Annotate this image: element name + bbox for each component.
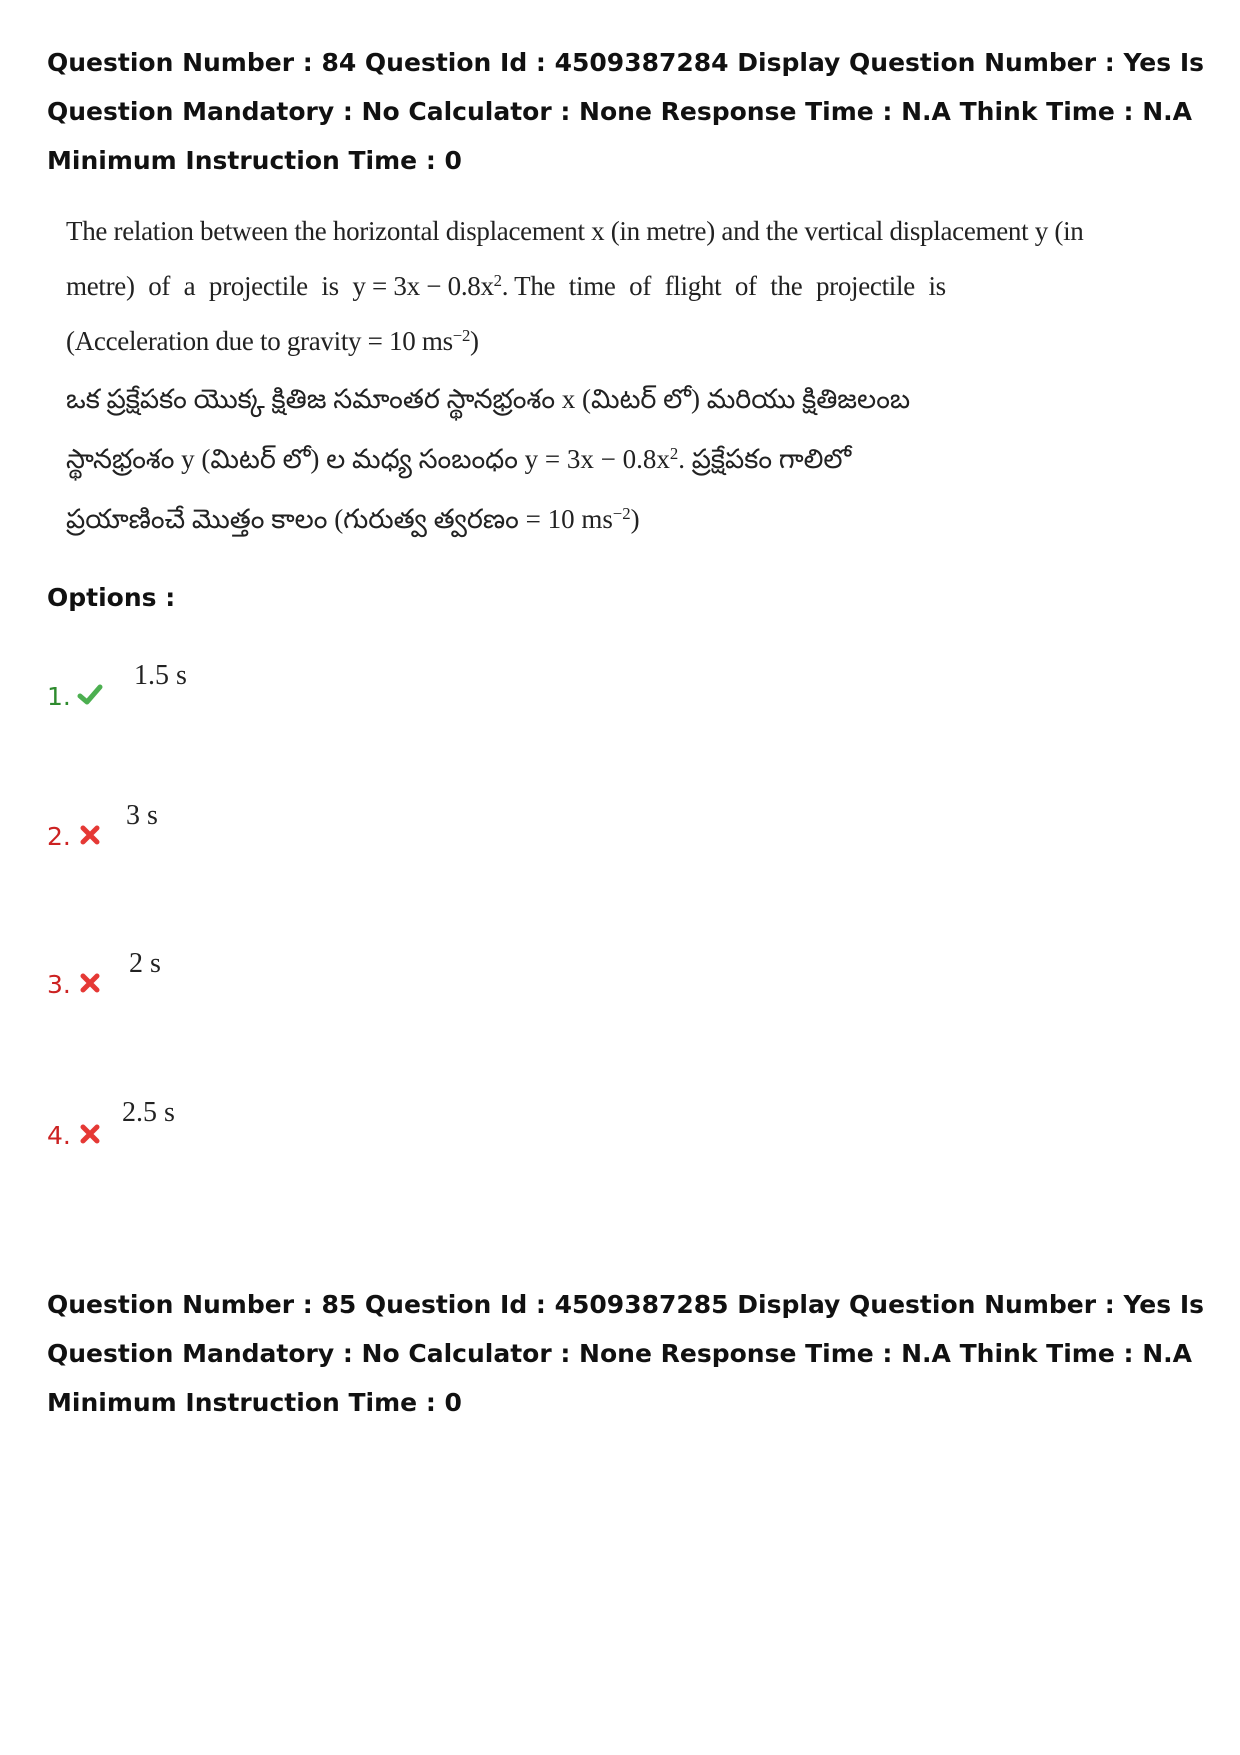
option-number-text: 2. — [47, 822, 71, 851]
option-number-text: 4. — [47, 1121, 71, 1150]
question-84-body — [66, 204, 1084, 549]
option-number — [47, 970, 103, 1000]
option-text: 2 s — [129, 948, 161, 979]
question-84-header: Question Number : 84 Question Id : 4509387284 Display Question Number : Yes Is Question Mandatory : No Calculator : None Response Time : N.A Think Time : N.A Minimum Instruction Time : 0 — [47, 48, 1205, 175]
option-number — [47, 682, 103, 712]
telugu-text: . ప్రక్షేపకం గాలిలో — [678, 444, 852, 474]
cross-icon — [77, 970, 103, 996]
option-number-text: 1. — [47, 682, 71, 711]
word: the — [770, 271, 803, 301]
word: of — [734, 271, 757, 301]
word: projectile — [208, 271, 308, 301]
paren: ) — [470, 326, 479, 356]
option-text: 3 s — [126, 800, 158, 831]
telugu-text: ప్రయాణించే మొత్తం కాలం (గురుత్వ త్వరణం = 10 ms — [66, 504, 613, 534]
equation — [352, 259, 555, 314]
word: of — [629, 271, 652, 301]
telugu-text: స్థానభ్రంశం y (మిటర్ లో) ల మధ్య సంబంధం y = 3x − 0.8x — [66, 444, 670, 474]
cross-icon — [77, 1121, 103, 1147]
question-english-line: The relation between the horizontal displacement x (in metre) and the vertical displacement y (in — [66, 216, 1084, 246]
word: flight — [664, 271, 722, 301]
cross-icon — [77, 822, 103, 848]
exponent: 2 — [493, 270, 502, 290]
exponent: 2 — [669, 443, 679, 463]
question-telugu-line — [66, 429, 946, 489]
word: is — [928, 271, 946, 301]
question-telugu-line — [66, 489, 946, 549]
equation-text: y = 3x − 0.8x — [352, 271, 494, 301]
gravity-text: (Acceleration due to gravity = 10 ms — [66, 326, 453, 356]
paren: ) — [630, 504, 640, 534]
option-number — [47, 1121, 103, 1151]
word: metre) — [66, 271, 135, 301]
word: a — [183, 271, 196, 301]
option-number — [47, 822, 103, 852]
check-icon — [77, 682, 103, 708]
word: of — [148, 271, 171, 301]
option-number-text: 3. — [47, 970, 71, 999]
exponent: −2 — [452, 325, 471, 345]
word: projectile — [815, 271, 915, 301]
word: is — [321, 271, 339, 301]
question-85-header: Question Number : 85 Question Id : 4509387285 Display Question Number : Yes Is Question Mandatory : No Calculator : None Response Time : N.A Think Time : N.A Minimum Instruction Time : 0 — [47, 1290, 1205, 1417]
question-english-line — [66, 314, 946, 369]
option-text: 2.5 s — [122, 1097, 175, 1128]
options-label: Options : — [47, 583, 176, 612]
word: . The — [501, 271, 556, 301]
word: time — [568, 271, 616, 301]
question-telugu-line: ఒక ప్రక్షేపకం యొక్క క్షితిజ సమాంతర స్థానభ్రంశం x (మిటర్ లో) మరియు క్షితిజలంబ — [66, 384, 911, 414]
exponent: −2 — [612, 503, 631, 523]
option-text: 1.5 s — [134, 660, 187, 691]
question-english-line — [66, 259, 946, 314]
